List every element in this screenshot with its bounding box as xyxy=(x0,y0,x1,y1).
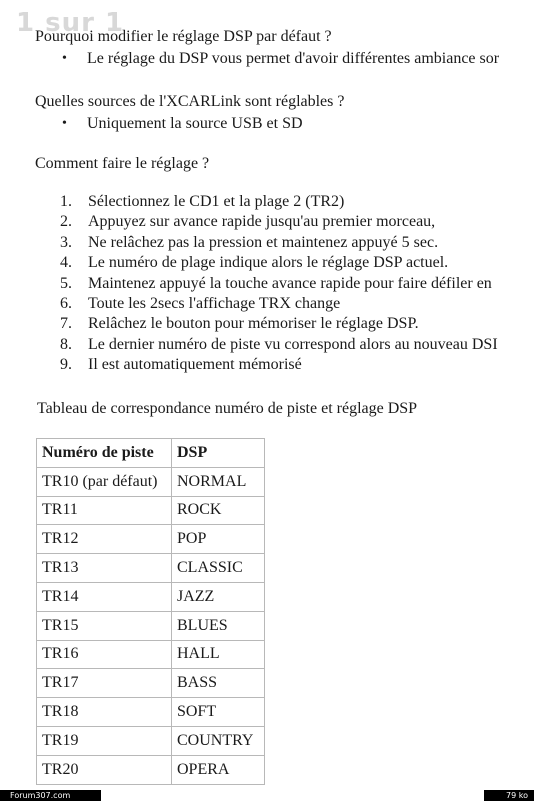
answer-2: Uniquement la source USB et SD xyxy=(87,115,303,132)
list-item: 6. Toute les 2secs l'affichage TRX change xyxy=(60,294,341,312)
dsp-cell: CLASSIC xyxy=(172,554,265,583)
track-cell: TR15 xyxy=(37,611,172,640)
table-header-row xyxy=(37,439,265,468)
list-item: 9. Il est automatiquement mémorisé xyxy=(60,356,302,374)
track-cell: TR14 xyxy=(37,582,172,611)
track-cell: TR19 xyxy=(37,726,172,755)
table-row xyxy=(37,755,265,784)
steps-list xyxy=(60,192,498,376)
table-row xyxy=(37,698,265,727)
dsp-cell: BASS xyxy=(172,669,265,698)
table-row xyxy=(37,496,265,525)
list-item: 5. Maintenez appuyé la touche avance rapide pour faire défiler en xyxy=(60,274,492,292)
track-cell: TR11 xyxy=(37,496,172,525)
dsp-cell: HALL xyxy=(172,640,265,669)
dsp-cell: POP xyxy=(172,525,265,554)
list-item: 3. Ne relâchez pas la pression et maintenez appuyé 5 sec. xyxy=(60,233,439,251)
page-number-watermark: 1 sur 1 xyxy=(16,8,125,38)
list-item: 2. Appuyez sur avance rapide jusqu'au premier morceau, xyxy=(60,213,436,231)
track-cell: TR10 (par défaut) xyxy=(37,467,172,496)
track-cell: TR13 xyxy=(37,554,172,583)
table-row xyxy=(37,582,265,611)
question-2: Quelles sources de l'XCARLink sont réglables ? xyxy=(35,93,345,110)
dsp-cell: JAZZ xyxy=(172,582,265,611)
footer-site-link[interactable]: Forum307.com xyxy=(0,790,101,801)
footer-file-size: 79 ko xyxy=(484,790,534,801)
bullet-icon: • xyxy=(62,51,67,66)
dsp-cell: BLUES xyxy=(172,611,265,640)
table-row xyxy=(37,554,265,583)
dsp-cell: SOFT xyxy=(172,698,265,727)
table-row xyxy=(37,669,265,698)
answer-1: Le réglage du DSP vous permet d'avoir différentes ambiance sor xyxy=(87,50,500,67)
dsp-cell: COUNTRY xyxy=(172,726,265,755)
track-cell: TR16 xyxy=(37,640,172,669)
question-3: Comment faire le réglage ? xyxy=(35,155,210,172)
dsp-table xyxy=(36,438,265,785)
dsp-cell: NORMAL xyxy=(172,467,265,496)
list-item: 8. Le dernier numéro de piste vu correspond alors au nouveau DSI xyxy=(60,335,498,353)
question-1: Pourquoi modifier le réglage DSP par défaut ? xyxy=(35,28,332,45)
table-row xyxy=(37,611,265,640)
table-row xyxy=(37,467,265,496)
dsp-cell: ROCK xyxy=(172,496,265,525)
list-item: 4. Le numéro de plage indique alors le réglage DSP actuel. xyxy=(60,254,449,272)
header-dsp: DSP xyxy=(172,439,265,468)
table-title: Tableau de correspondance numéro de piste et réglage DSP xyxy=(37,400,418,417)
header-track-number: Numéro de piste xyxy=(37,439,172,468)
table-row xyxy=(37,640,265,669)
dsp-cell: OPERA xyxy=(172,755,265,784)
track-cell: TR12 xyxy=(37,525,172,554)
track-cell: TR17 xyxy=(37,669,172,698)
list-item: 1. Sélectionnez le CD1 et la plage 2 (TR2) xyxy=(60,193,345,210)
track-cell: TR20 xyxy=(37,755,172,784)
bullet-icon: • xyxy=(62,116,67,131)
table-row xyxy=(37,525,265,554)
table-row xyxy=(37,726,265,755)
track-cell: TR18 xyxy=(37,698,172,727)
list-item: 7. Relâchez le bouton pour mémoriser le réglage DSP. xyxy=(60,315,419,333)
